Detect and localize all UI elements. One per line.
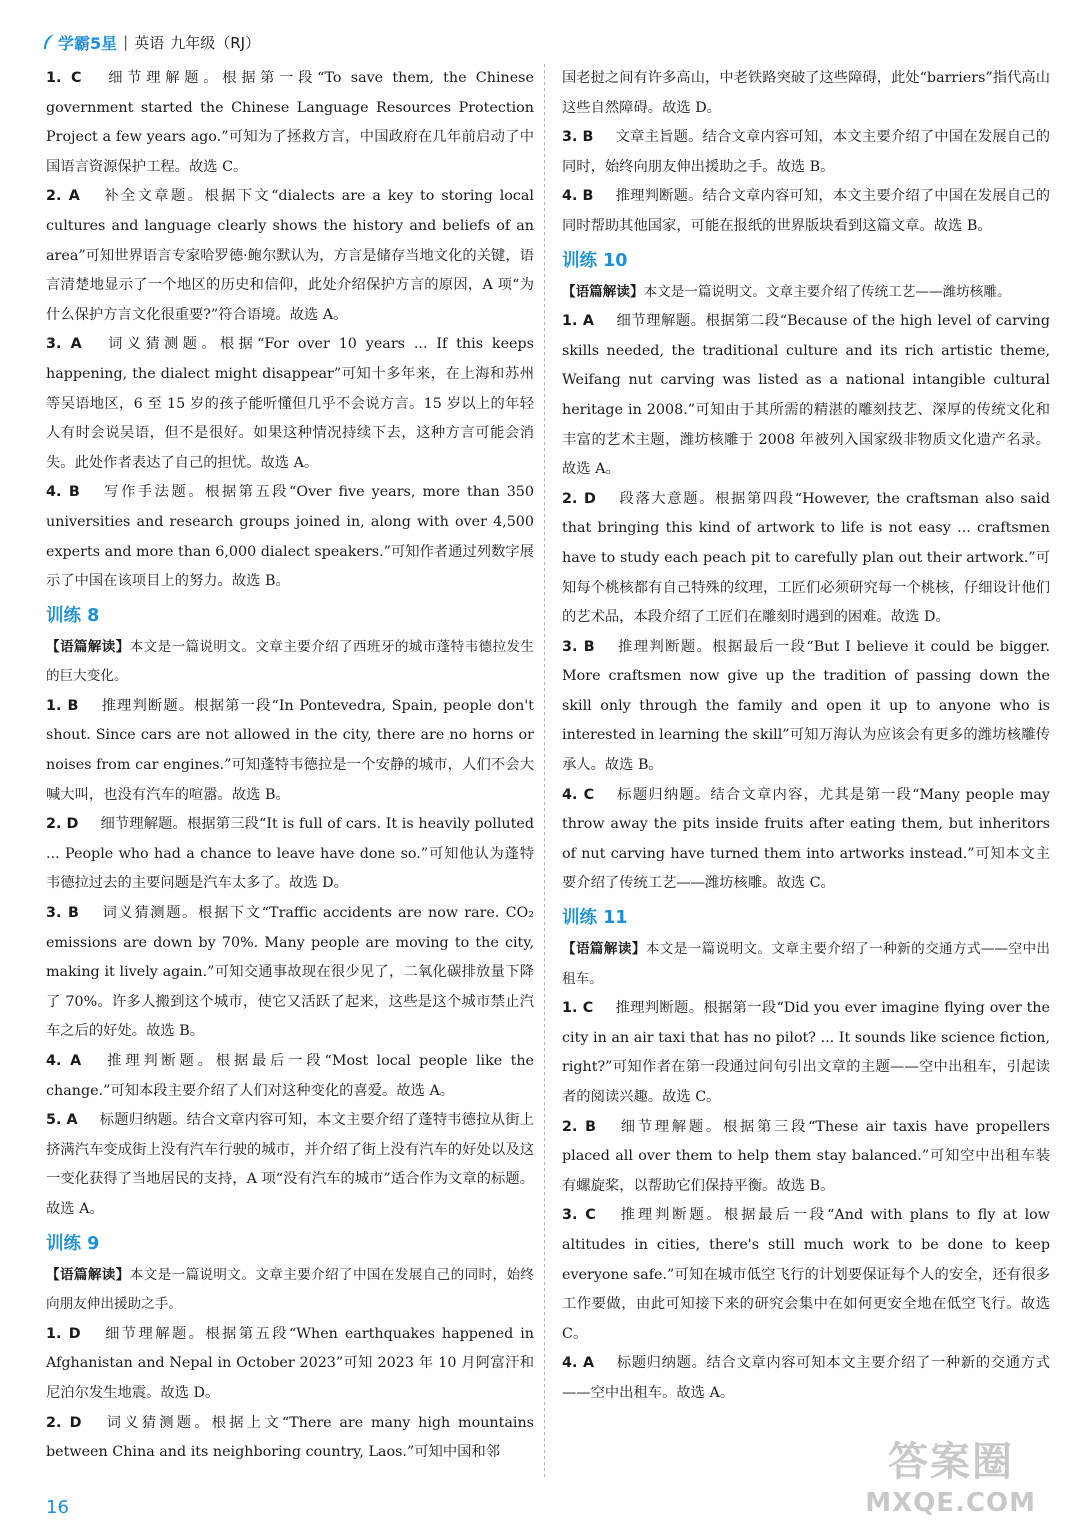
analysis-text: 本文是一篇说明文。文章主要介绍了中国在发展自己的同时，始终向朋友伸出援助之手。 — [46, 1266, 534, 1313]
passage-analysis — [562, 278, 1050, 308]
answer-item — [46, 330, 534, 478]
answer-item — [562, 182, 1050, 241]
passage-analysis — [562, 935, 1050, 994]
answer-item — [46, 1106, 534, 1224]
answer-explanation: 推理判断题。根据最后一段“And with plans to fly at low altitudes in cities, there's still much work to be done to keep everyone safe.”可知在城市低空飞行的计划要保证每个人的安全，还有很多工作要做，由此可知接下来的研究会集中在如何更安全地在低空飞行。故选 C。 — [562, 1207, 1050, 1342]
answer-number: 2. B — [562, 1118, 596, 1135]
answer-explanation: 标题归纳题。结合文章内容可知，本文主要介绍了蓬特韦德拉从街上挤满汽车变成街上没有汽车行驶的城市，并介绍了街上没有汽车的好处以及这一变化获得了当地居民的支持，A 项“没有汽车的城市”适合作为文章的标题。故选 A。 — [46, 1112, 535, 1217]
analysis-tag: 【语篇解读】 — [46, 1266, 130, 1283]
feather-icon — [42, 33, 56, 51]
answer-item — [562, 1349, 1050, 1408]
answer-item — [46, 1409, 534, 1468]
page-header: 学霸5星 | 英语 九年级（RJ） — [42, 30, 260, 54]
section-heading: 训练 8 — [46, 605, 100, 626]
answer-explanation: 细节理解题。根据第五段“When earthquakes happened in Afghanistan and Nepal in October 2023”可知 2023 年 10 月阿富汗和尼泊尔发生地震。故选 D。 — [46, 1325, 534, 1401]
answer-number: 3. B — [562, 638, 595, 655]
answer-item — [562, 633, 1050, 781]
left-column — [46, 64, 534, 1468]
answer-number: 3. B — [46, 905, 79, 922]
passage-analysis — [46, 1261, 534, 1320]
answer-number: 2. D — [46, 1414, 82, 1431]
answer-number: 2. A — [46, 188, 80, 205]
analysis-text: 本文是一篇说明文。文章主要介绍了一种新的交通方式——空中出租车。 — [562, 941, 1051, 987]
answer-item — [46, 810, 534, 899]
answer-item — [562, 485, 1050, 633]
answer-item — [46, 1047, 534, 1106]
answer-number: 4. C — [562, 786, 595, 803]
page-number: 16 — [46, 1497, 69, 1518]
watermark-logo — [846, 1430, 1036, 1518]
watermark-text: 答案圈 — [888, 1439, 1014, 1485]
answer-explanation: 推理判断题。结合文章内容可知，本文主要介绍了中国在发展自己的同时帮助其他国家，可能在报纸的世界版块看到这篇文章。故选 B。 — [562, 188, 1050, 234]
answer-explanation: 细节理解题。根据第二段“Because of the high level of carving skills needed, the traditional culture and its rich artistic theme, Weifang nut carving was listed as a national intangible cultural heritage in 2008.”可知由于其所需的精湛的雕刻技艺、深厚的传统文化和丰富的艺术主题，潍坊核雕于 2008 年被列入国家级非物质文化遗产名录。故选 A。 — [562, 313, 1050, 478]
brand-name: 学霸5星 — [58, 33, 118, 53]
answer-number: 4. B — [46, 484, 80, 501]
watermark-url: MXQE.COM — [865, 1488, 1036, 1518]
answer-explanation: 词义猜测题。根据下文“Traffic accidents are now rare. CO₂ emissions are down by 70%. Many people are moving to the city, making it lively again.”可知交通事故现在很少见了，二氧化碳排放量下降了 70%。许多人搬到这个城市，使它又活跃了起来，这些是这个城市禁止汽车之后的好处。故选 B。 — [46, 905, 534, 1040]
answer-explanation: 词义猜测题。根据上文“There are many high mountains between China and its neighboring country, Laos.”可知中国和邻 — [46, 1414, 534, 1461]
answer-number: 4. A — [562, 1355, 595, 1372]
answer-item — [562, 1201, 1050, 1349]
grade-label: 九年级（RJ） — [170, 33, 261, 52]
answer-number: 1. B — [46, 697, 79, 714]
answer-explanation: 细节理解题。根据第三段“These air taxis have propellers placed all over them to help them stay balanced.”可知空中出租车装有螺旋桨，以帮助它们保持平衡。故选 B。 — [562, 1118, 1050, 1194]
column-divider — [544, 64, 545, 1480]
answer-item — [46, 899, 534, 1047]
analysis-text: 本文是一篇说明文。文章主要介绍了传统工艺——潍坊核雕。 — [643, 283, 1011, 300]
answer-number: 3. C — [562, 1207, 596, 1224]
answer-explanation: 写作手法题。根据第五段“Over five years, more than 350 universities and research groups joined in, along with over 4,500 experts and more than 6,000 dialect speakers.”可知作者通过列数字展示了中国在该项目上的努力。故选 B。 — [46, 484, 534, 590]
answer-explanation: 补全文章题。根据下文“dialects are a key to storing local cultures and language clearly shows the history and beliefs of an area”可知世界语言专家哈罗德·鲍尔默认为，方言是储存当地文化的关键，语言清楚地显示了一个地区的历史和信仰，此处介绍保护方言的原因，A 项“为什么保护方言文化很重要?”符合语境。故选 A。 — [46, 188, 534, 323]
answer-number: 5. A — [46, 1112, 78, 1129]
answer-number: 2. D — [562, 490, 596, 507]
answer-number: 3. A — [46, 336, 82, 353]
answer-number: 1. C — [46, 70, 82, 86]
answer-explanation: 标题归纳题。结合文章内容可知本文主要介绍了一种新的交通方式——空中出租车。故选 A。 — [562, 1355, 1051, 1401]
answer-explanation: 推理判断题。根据最后一段“Most local people like the change.”可知本段主要介绍了人们对这种变化的喜爱。故选 A。 — [46, 1053, 535, 1099]
answer-number: 3. B — [562, 129, 594, 146]
answer-explanation: 词义猜测题。根据“For over 10 years ... If this keeps happening, the dialect might disappear”可知十多年来，在上海和苏州等吴语地区，6 至 15 岁的孩子能听懂但几乎不会说方言。15 岁以上的年轻人有时会说吴语，但不是很好。如果这种情况持续下去，这种方言可能会消失。此处作者表达了自己的担忧。故选 A。 — [46, 336, 534, 471]
answer-continuation: 国老挝之间有许多高山，中老铁路突破了这些障碍，此处“barriers”指代高山这些自然障碍。故选 D。 — [562, 70, 1050, 116]
answer-number: 1. C — [562, 1000, 594, 1017]
answer-number: 1. A — [562, 313, 594, 330]
analysis-text: 本文是一篇说明文。文章主要介绍了西班牙的城市蓬特韦德拉发生的巨大变化。 — [46, 638, 534, 685]
analysis-tag: 【语篇解读】 — [46, 638, 130, 655]
answer-explanation: 细节理解题。根据第三段“It is full of cars. It is heavily polluted ... People who had a chance to leave have done so.”可知他认为蓬特韦德拉过去的主要问题是汽车太多了。故选 D。 — [46, 816, 534, 892]
section-heading: 训练 9 — [46, 1233, 100, 1254]
answer-item — [562, 994, 1050, 1112]
answer-item — [46, 64, 534, 182]
passage-analysis — [46, 633, 534, 692]
section-heading: 训练 11 — [562, 908, 628, 929]
answer-number: 1. D — [46, 1325, 81, 1342]
analysis-tag: 【语篇解读】 — [562, 283, 644, 300]
subject-label: 英语 — [134, 33, 165, 52]
answer-item — [562, 123, 1050, 182]
answer-item — [562, 307, 1050, 485]
analysis-tag: 【语篇解读】 — [562, 941, 646, 958]
section-heading: 训练 10 — [562, 250, 628, 271]
answer-explanation: 标题归纳题。结合文章内容，尤其是第一段“Many people may throw away the pits inside fruits after eating them, but inheritors of nut carving have turned them into artworks instead.”可知本文主要介绍了传统工艺——潍坊核雕。故选 C。 — [562, 786, 1050, 892]
answer-explanation: 推理判断题。根据第一段“Did you ever imagine flying over the city in an air taxi that has no pilot? ... It sounds like science fiction, right?”可知作者在第一段通过问句引出文章的主题——空中出租车，引起读者的阅读兴趣。故选 C。 — [562, 1000, 1050, 1105]
answer-number: 4. A — [46, 1053, 82, 1069]
answer-item — [562, 781, 1050, 899]
answer-item — [562, 1113, 1050, 1202]
brand-logo — [42, 31, 117, 54]
answer-explanation: 细节理解题。根据第一段“To save them, the Chinese government started the Chinese Language Resources Protection Project a few years ago.”可知为了拯救方言，中国政府在几年前启动了中国语言资源保护工程。故选 C。 — [46, 70, 534, 175]
answer-item — [46, 692, 534, 810]
answer-explanation: 段落大意题。根据第四段“However, the craftsman also said that bringing this kind of artwork to life is not easy ... craftsmen have to study each peach pit to carefully plan out their artwork.”可知每个桃核都有自己特殊的纹理，工匠们必须研究每一个桃核，仔细设计他们的艺术品，本段介绍了工匠们在雕刻时遇到的困难。故选 D。 — [562, 490, 1050, 626]
answer-explanation: 推理判断题。根据最后一段“But I believe it could be bigger. More craftsmen now give up the tradition of passing down the skill only through the family and open it up to anyone who is interested in learning the skill”可知万海认为应该会有更多的潍坊核雕传承人。故选 B。 — [562, 638, 1050, 774]
answer-item — [46, 478, 534, 596]
answer-item — [46, 182, 534, 330]
answer-item — [46, 1320, 534, 1409]
right-column — [562, 64, 1050, 1409]
answer-explanation: 推理判断题。根据第一段“In Pontevedra, Spain, people don't shout. Since cars are not allowed in the city, there are no horns or noises from car engines.”可知蓬特韦德拉是一个安静的城市，人们不会大喊大叫，也没有汽车的喧嚣。故选 B。 — [46, 697, 534, 803]
answer-number: 4. B — [562, 188, 594, 205]
answer-number: 2. D — [46, 816, 79, 833]
answer-explanation: 文章主旨题。结合文章内容可知，本文主要介绍了中国在发展自己的同时，始终向朋友伸出援助之手。故选 B。 — [562, 129, 1050, 175]
